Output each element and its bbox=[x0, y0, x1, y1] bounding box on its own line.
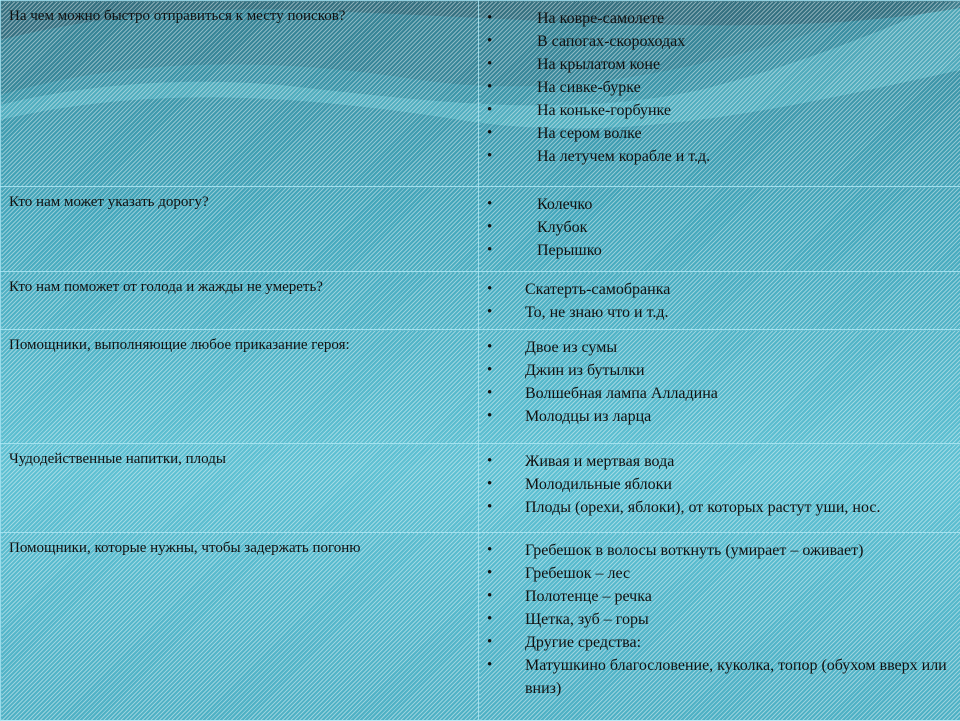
list-item: • Перышко bbox=[487, 239, 952, 262]
answer-list bbox=[487, 539, 952, 700]
answer-cell bbox=[479, 272, 960, 330]
question-cell bbox=[1, 444, 479, 533]
question-text: Кто нам поможет от голода и жажды не умереть? bbox=[9, 279, 323, 295]
question-cell bbox=[1, 1, 479, 187]
list-item: • Живая и мертвая вода bbox=[487, 450, 952, 473]
list-item: • Молодцы из ларца bbox=[487, 405, 952, 428]
question-cell bbox=[1, 187, 479, 272]
answer-list bbox=[487, 450, 952, 519]
list-item: • Полотенце – речка bbox=[487, 585, 952, 608]
answer-cell bbox=[479, 1, 960, 187]
list-item: • Скатерть-самобранка bbox=[487, 278, 952, 301]
question-cell bbox=[1, 330, 479, 444]
list-item: • Клубок bbox=[487, 216, 952, 239]
table-row bbox=[1, 272, 960, 330]
question-text: Помощники, которые нужны, чтобы задержать погоню bbox=[9, 540, 360, 556]
list-item: • То, не знаю что и т.д. bbox=[487, 301, 952, 324]
list-item: • На летучем корабле и т.д. bbox=[487, 145, 952, 168]
table-row bbox=[1, 533, 960, 721]
answer-cell bbox=[479, 187, 960, 272]
answer-list bbox=[487, 7, 952, 168]
list-item: • Гребешок в волосы воткнуть (умирает – оживает) bbox=[487, 539, 952, 562]
table-row bbox=[1, 1, 960, 187]
question-cell bbox=[1, 533, 479, 721]
list-item: • Двое из сумы bbox=[487, 336, 952, 359]
list-item: • Волшебная лампа Алладина bbox=[487, 382, 952, 405]
table-row bbox=[1, 444, 960, 533]
question-text: Кто нам может указать дорогу? bbox=[9, 194, 209, 210]
list-item: • Щетка, зуб – горы bbox=[487, 608, 952, 631]
list-item: • Молодильные яблоки bbox=[487, 473, 952, 496]
answer-list bbox=[487, 336, 952, 428]
answer-cell bbox=[479, 533, 960, 721]
list-item: • На коньке-горбунке bbox=[487, 99, 952, 122]
question-text: На чем можно быстро отправиться к месту поисков? bbox=[9, 8, 345, 24]
list-item: • В сапогах-скороходах bbox=[487, 30, 952, 53]
answer-list bbox=[487, 278, 952, 324]
question-text: Чудодейственные напитки, плоды bbox=[9, 451, 226, 467]
list-item: • На сивке-бурке bbox=[487, 76, 952, 99]
question-cell bbox=[1, 272, 479, 330]
table-row bbox=[1, 187, 960, 272]
answer-cell bbox=[479, 330, 960, 444]
list-item: • На сером волке bbox=[487, 122, 952, 145]
list-item: • На ковре-самолете bbox=[487, 7, 952, 30]
list-item: • Плоды (орехи, яблоки), от которых растут уши, нос. bbox=[487, 496, 952, 519]
list-item: • Матушкино благословение, куколка, топор (обухом вверх или вниз) bbox=[487, 654, 952, 700]
list-item: • Гребешок – лес bbox=[487, 562, 952, 585]
table-row bbox=[1, 330, 960, 444]
list-item: • Джин из бутылки bbox=[487, 359, 952, 382]
answer-cell bbox=[479, 444, 960, 533]
answer-list bbox=[487, 193, 952, 262]
list-item: • Колечко bbox=[487, 193, 952, 216]
list-item: • Другие средства: bbox=[487, 631, 952, 654]
list-item: • На крылатом коне bbox=[487, 53, 952, 76]
question-text: Помощники, выполняющие любое приказание героя: bbox=[9, 337, 350, 353]
